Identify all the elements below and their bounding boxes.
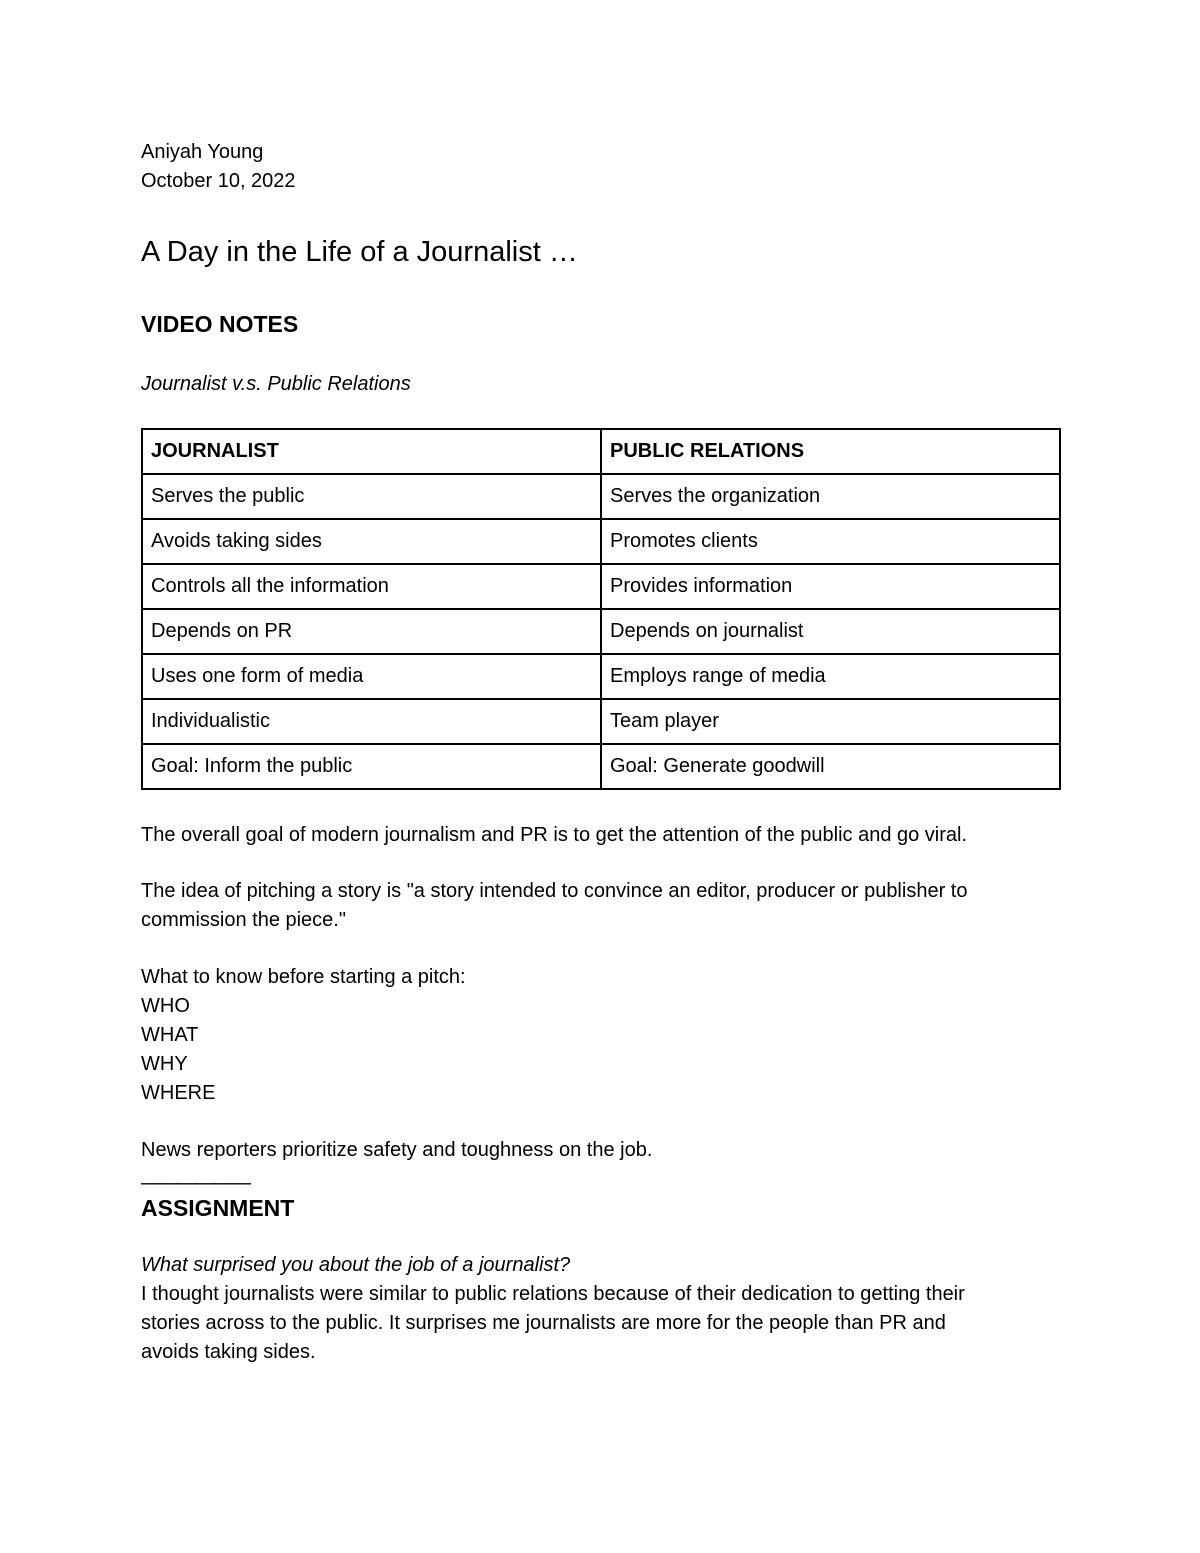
table-caption: Journalist v.s. Public Relations [141,373,411,395]
document-title: A Day in the Life of a Journalist … [141,236,578,268]
answer-line: stories across to the public. It surprises me journalists are more for the people than PR and [141,1312,946,1334]
table-cell: Controls all the information [142,564,601,609]
column-header-journalist: JOURNALIST [142,429,601,474]
table-header-row [142,429,1060,474]
table-cell: Uses one form of media [142,654,601,699]
answer-line: avoids taking sides. [141,1341,316,1363]
video-notes-heading: VIDEO NOTES [141,311,299,337]
list-item: WHO [141,995,190,1017]
comparison-table [141,428,1061,790]
paragraph-pitch-line-1: The idea of pitching a story is "a story intended to convince an editor, producer or publisher to [141,880,968,902]
table-cell: Goal: Generate goodwill [601,744,1060,789]
table-cell: Provides information [601,564,1060,609]
paragraph-safety: News reporters prioritize safety and toughness on the job. [141,1139,653,1161]
pitch-intro: What to know before starting a pitch: [141,966,466,988]
assignment-question: What surprised you about the job of a journalist? [141,1254,571,1276]
table-row [142,699,1060,744]
list-item: WHERE [141,1082,216,1104]
table-row [142,609,1060,654]
list-item: WHY [141,1053,188,1075]
table-row [142,654,1060,699]
table-cell: Depends on journalist [601,609,1060,654]
table-cell: Avoids taking sides [142,519,601,564]
table-cell: Serves the organization [601,474,1060,519]
table-cell: Depends on PR [142,609,601,654]
table-cell: Team player [601,699,1060,744]
document-date: October 10, 2022 [141,170,296,192]
answer-line: I thought journalists were similar to public relations because of their dedication to getting their [141,1283,965,1305]
table-cell: Serves the public [142,474,601,519]
author-name: Aniyah Young [141,141,264,163]
paragraph-pitch-line-2: commission the piece." [141,909,346,931]
table-row [142,474,1060,519]
table-cell: Employs range of media [601,654,1060,699]
list-item: WHAT [141,1024,199,1046]
table-row [142,744,1060,789]
table-cell: Promotes clients [601,519,1060,564]
assignment-heading: ASSIGNMENT [141,1195,295,1221]
document-page [141,138,1061,1367]
table-row [142,564,1060,609]
table-cell: Goal: Inform the public [142,744,601,789]
paragraph-goal: The overall goal of modern journalism and PR is to get the attention of the public and go viral. [141,824,968,846]
table-row [142,519,1060,564]
divider: —————— [141,1172,249,1194]
table-cell: Individualistic [142,699,601,744]
column-header-public-relations: PUBLIC RELATIONS [601,429,1060,474]
